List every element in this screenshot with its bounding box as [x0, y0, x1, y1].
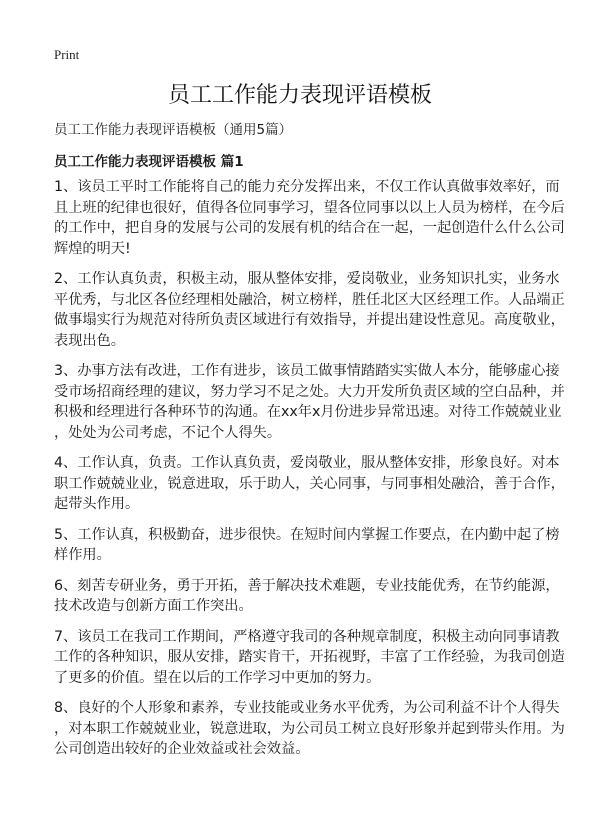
- paragraph-line: 4、工作认真，负责。工作认真负责，爱岗敬业，服从整体安排，形象良好。对本: [54, 455, 560, 471]
- paragraph-line: 且上班的纪律也很好，值得各位同事学习，望各位同事以以上人员为榜样，在今后: [54, 199, 565, 216]
- paragraph-line: 7、该员工在我司工作期间，严格遵守我司的各种规章制度，积极主动向同事请教: [54, 628, 560, 645]
- paragraph-line: 起带头作用。: [54, 496, 140, 512]
- paragraph-line: ，处处为公司考虑，不记个人得失。: [54, 424, 282, 441]
- page-title: 员工工作能力表现评语模板: [167, 83, 432, 108]
- paragraph-line: 样作用。: [54, 547, 111, 563]
- paragraph-line: ，对本职工作兢兢业业，锐意进取，为公司员工树立良好形象并起到带头作用。为: [54, 720, 565, 737]
- paragraph-line: 3、办事方法有改进，工作有进步，该员工做事情踏踏实实做人本分，能够虚心接: [54, 363, 560, 379]
- paragraph-line: 1、该员工平时工作能将自己的能力充分发挥出来，不仅工作认真做事效率好，而: [54, 179, 560, 195]
- paragraph-1: [54, 177, 565, 259]
- paragraph-line: 辉煌的明天!: [54, 240, 131, 257]
- paragraph-2: [54, 269, 565, 351]
- paragraph-line: 8、良好的个人形象和素养，专业技能或业务水平优秀，为公司利益不计个人得失: [54, 700, 560, 716]
- paragraph-line: 工作的各种知识，服从安排，踏实肯干，开拓视野，丰富了工作经验，为我司创造: [54, 649, 565, 665]
- paragraph-4: [54, 453, 565, 515]
- paragraph-line: 6、刻苦专研业务，勇于开拓，善于解决技术难题，专业技能优秀，在节约能源，: [54, 577, 560, 594]
- paragraph-line: 表现出色。: [54, 332, 125, 349]
- print-link[interactable]: Print: [54, 47, 80, 62]
- paragraph-line: 积极和经理进行各种环节的沟通。在xx年x月份进步异常迅速。对待工作兢兢业业: [54, 404, 562, 420]
- paragraph-line: 技术改造与创新方面工作突出。: [54, 598, 253, 614]
- paragraph-7: [54, 627, 565, 689]
- paragraph-line: 做事塌实行为规范对待所负责区域进行有效指导，并提出建设性意见。高度敬业，: [54, 312, 565, 328]
- paragraph-5: [54, 525, 560, 566]
- document-subtitle: 员工工作能力表现评语模板（通用5篇）: [54, 122, 293, 138]
- paragraph-line: 公司创造出较好的企业效益或社会效益。: [54, 741, 310, 757]
- section-heading: 员工工作能力表现评语模板 篇1: [54, 154, 244, 170]
- paragraph-6: [54, 576, 560, 617]
- paragraph-line: 了更多的价值。望在以后的工作学习中更加的努力。: [54, 669, 381, 686]
- paragraph-3: [54, 361, 565, 443]
- paragraph-line: 受市场招商经理的建议，努力学习不足之处。大力开发所负责区域的空白品种，并: [54, 383, 565, 400]
- document-body: [54, 177, 565, 770]
- paragraph-line: 2、工作认真负责，积极主动，服从整体安排，爱岗敬业，业务知识扎实，业务水: [54, 271, 560, 287]
- paragraph-line: 5、工作认真，积极勤奋，进步很快。在短时间内掌握工作要点，在内勤中起了榜: [54, 526, 560, 543]
- paragraph-line: 的工作中，把自身的发展与公司的发展有机的结合在一起，一起创造什么什么公司: [54, 220, 565, 236]
- paragraph-line: 职工作兢兢业业，锐意进取，乐于助人，关心同事，与同事相处融洽，善于合作，: [54, 475, 565, 492]
- paragraph-8: [54, 698, 565, 760]
- paragraph-line: 平优秀，与北区各位经理相处融洽，树立榜样，胜任北区大区经理工作。人品端正: [54, 291, 565, 308]
